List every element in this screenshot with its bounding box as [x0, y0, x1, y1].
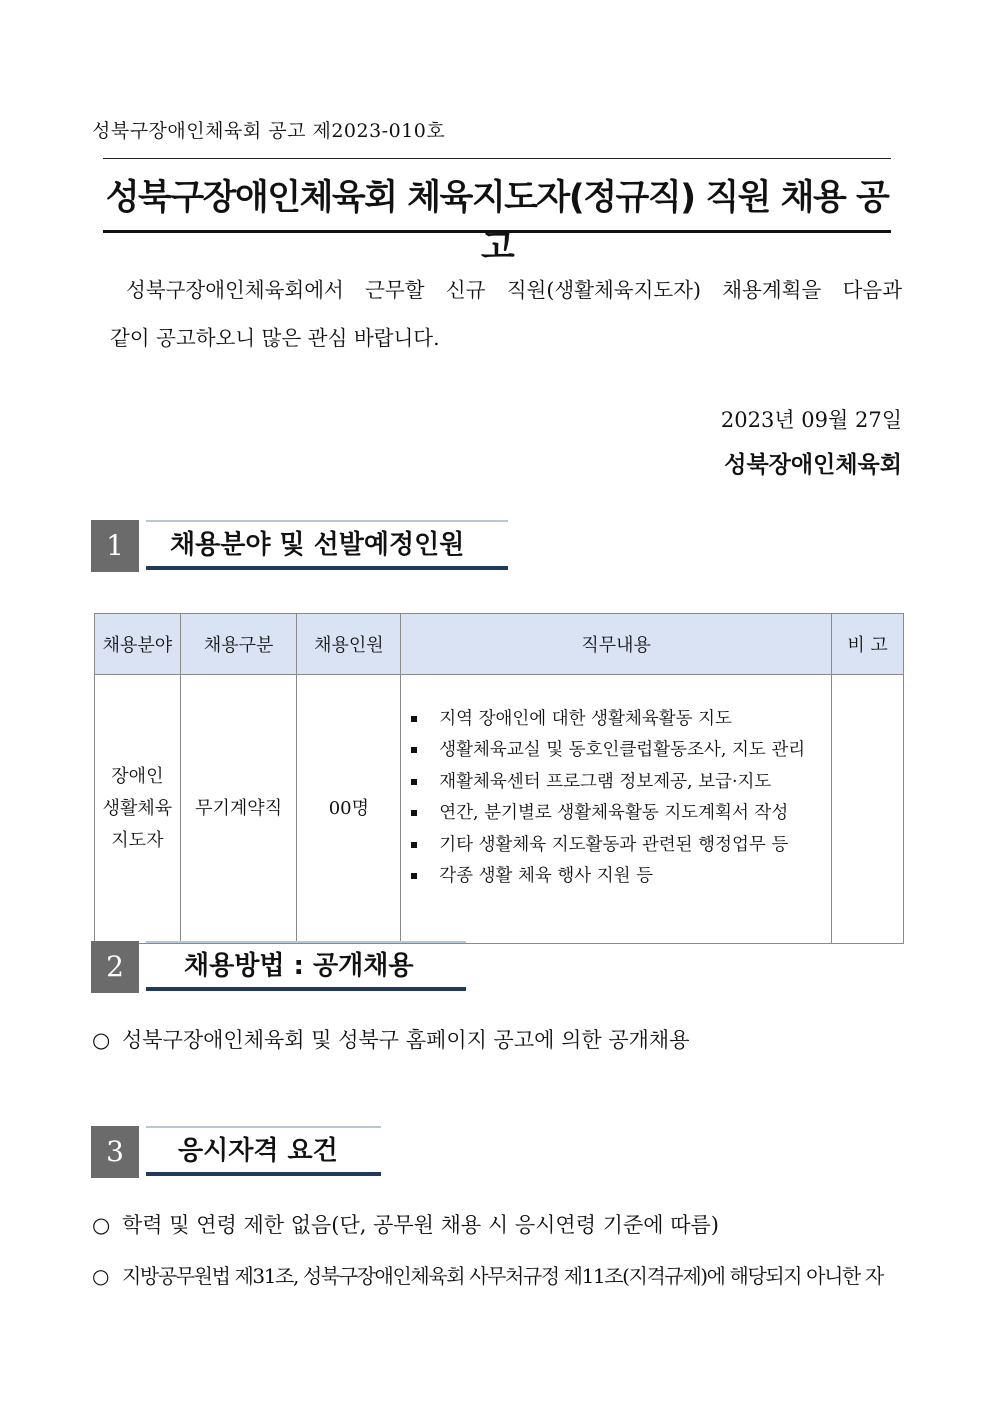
count-cell: 00명	[297, 675, 401, 944]
announcement-date: 2023년 09월 27일	[720, 408, 902, 432]
duty-item	[407, 798, 827, 830]
square-bullet-icon	[411, 842, 417, 848]
section-1-title: 채용분야 및 선발예정인원	[146, 520, 508, 570]
duty-item	[407, 703, 827, 735]
header-duties: 직무내용	[401, 614, 832, 675]
section-2-number: 2	[91, 941, 139, 993]
duty-item	[407, 861, 827, 893]
header-count: 채용인원	[297, 614, 401, 675]
field-line: 생활체육	[102, 798, 173, 819]
section-2-title: 채용방법 : 공개채용	[146, 941, 466, 991]
qualification-item	[92, 1260, 883, 1289]
qualification-item	[92, 1209, 719, 1239]
duty-text: 연간, 분기별로 생활체육활동 지도계획서 작성	[439, 803, 789, 824]
type-cell: 무기계약직	[180, 675, 297, 944]
field-cell	[95, 675, 181, 944]
title-rule-bottom	[103, 230, 891, 233]
notice-number: 성북구장애인체육회 공고 제2023-010호	[92, 120, 446, 142]
duty-text: 지역 장애인에 대한 생활체육활동 지도	[439, 708, 732, 729]
header-field: 채용분야	[95, 614, 181, 675]
duty-item	[407, 829, 827, 861]
square-bullet-icon	[411, 779, 417, 785]
duties-cell	[401, 675, 832, 944]
circle-bullet-icon: ○	[92, 1028, 111, 1052]
circle-bullet-icon: ○	[92, 1213, 111, 1237]
duty-item	[407, 766, 827, 798]
header-type: 채용구분	[180, 614, 297, 675]
table-row	[95, 675, 904, 944]
section-1-number: 1	[91, 520, 139, 572]
square-bullet-icon	[411, 747, 417, 753]
duty-text: 기타 생활체육 지도활동과 관련된 행정업무 등	[439, 834, 789, 855]
field-line: 장애인	[111, 766, 164, 787]
header-note: 비 고	[832, 614, 904, 675]
circle-bullet-icon: ○	[92, 1264, 109, 1288]
method-text: 성북구장애인체육회 및 성북구 홈페이지 공고에 의한 공개채용	[122, 1028, 690, 1052]
section-3-number: 3	[91, 1126, 139, 1178]
duty-text: 각종 생활 체육 행사 지원 등	[439, 866, 653, 887]
duty-text: 생활체육교실 및 동호인클럽활동조사, 지도 관리	[439, 740, 806, 761]
intro-paragraph	[110, 266, 902, 362]
section-3-title: 응시자격 요건	[146, 1126, 381, 1176]
note-cell	[832, 675, 904, 944]
square-bullet-icon	[411, 716, 417, 722]
page-title: 성북구장애인체육회 체육지도자(정규직) 직원 채용 공고	[105, 178, 889, 268]
intro-line-2: 같이 공고하오니 많은 관심 바랍니다.	[110, 326, 440, 350]
duty-text: 재활체육센터 프로그램 정보제공, 보급·지도	[439, 771, 772, 792]
organization-name: 성북장애인체육회	[724, 452, 902, 478]
method-item	[92, 1024, 690, 1054]
qualification-text: 학력 및 연령 제한 없음(단, 공무원 채용 시 응시연령 기준에 따름)	[122, 1213, 719, 1237]
title-rule-top	[103, 158, 891, 159]
square-bullet-icon	[411, 873, 417, 879]
duty-item	[407, 735, 827, 767]
square-bullet-icon	[411, 810, 417, 816]
qualification-text: 지방공무원법 제31조, 성북구장애인체육회 사무처규정 제11조(지격규제)에 해당되지 아니한 자	[122, 1264, 883, 1288]
table-header-row	[95, 614, 904, 675]
field-line: 지도자	[111, 830, 164, 851]
intro-line-1: 성북구장애인체육회에서 근무할 신규 직원(생활체육지도자) 채용계획을 다음과	[126, 278, 902, 302]
recruitment-table	[94, 613, 904, 944]
